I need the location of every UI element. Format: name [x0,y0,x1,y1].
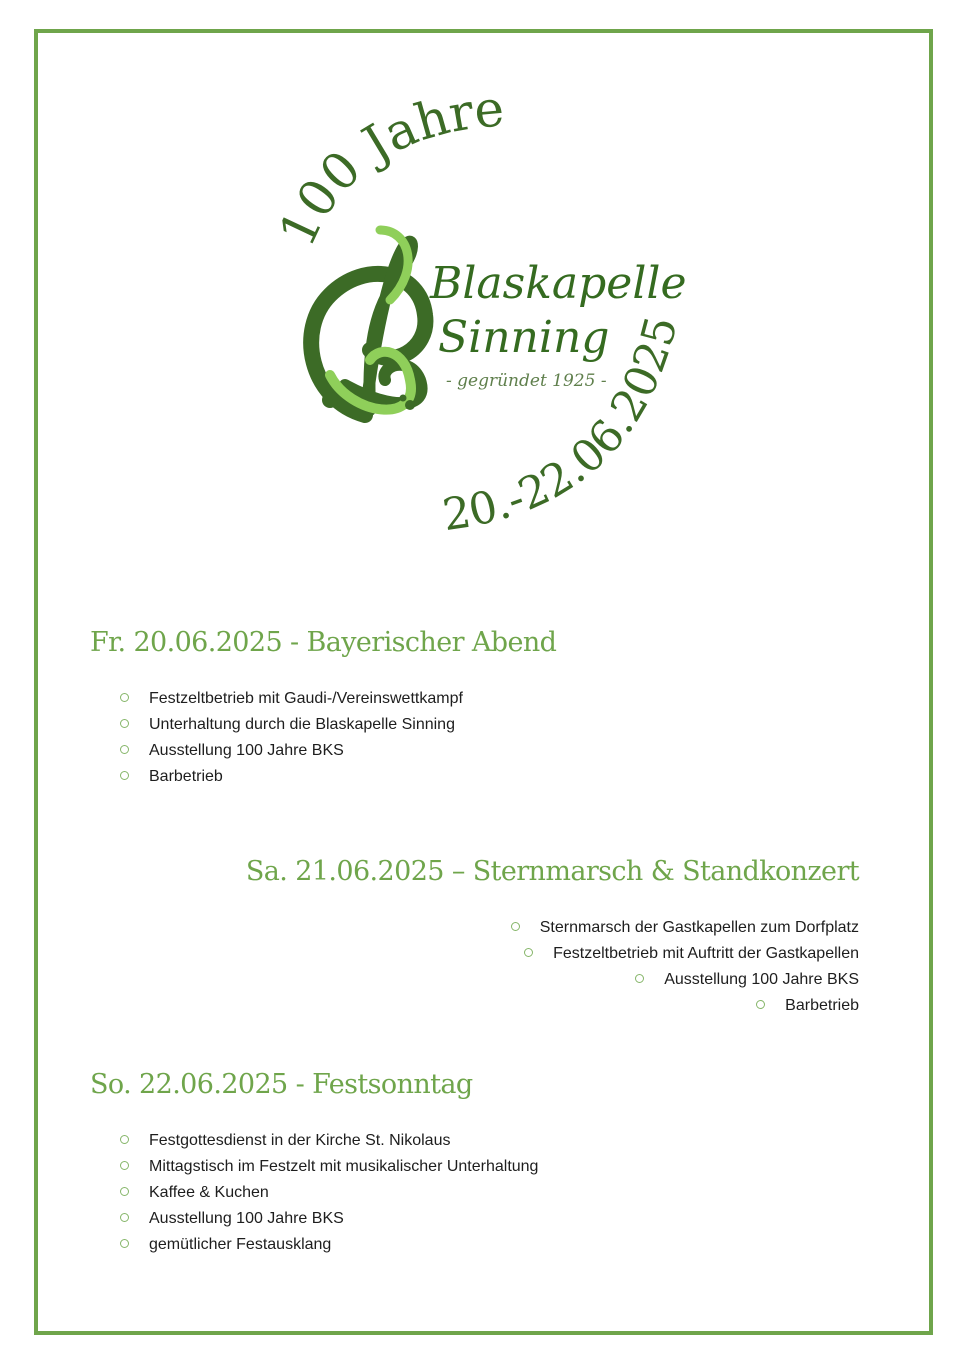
circle-bullet-icon [120,1135,129,1144]
circle-bullet-icon [120,1161,129,1170]
circle-bullet-icon [120,1187,129,1196]
club-name-line2: Sinning [438,312,610,363]
circle-bullet-icon [120,693,129,702]
day-heading-saturday: Sa. 21.06.2025 – Sternmarsch & Standkonzert [245,856,859,887]
sunday-list [120,1128,538,1258]
list-item: Ausstellung 100 Jahre BKS [120,738,463,764]
circle-bullet-icon [756,1000,765,1009]
list-item: Festgottesdienst in der Kirche St. Nikolaus [120,1128,538,1154]
friday-list [120,686,463,790]
circle-bullet-icon [120,1213,129,1222]
circle-bullet-icon [120,1239,129,1248]
list-item: gemütlicher Festausklang [120,1232,538,1258]
list-item: Festzeltbetrieb mit Auftritt der Gastkapellen [511,941,859,967]
saturday-list [511,915,859,1019]
list-item: Festzeltbetrieb mit Gaudi-/Vereinswettkampf [120,686,463,712]
list-item: Mittagstisch im Festzelt mit musikalischer Unterhaltung [120,1154,538,1180]
founded-text: - gegründet 1925 - [446,371,607,391]
list-item: Unterhaltung durch die Blaskapelle Sinning [120,712,463,738]
circle-bullet-icon [635,974,644,983]
circle-bullet-icon [120,771,129,780]
day-heading-sunday: So. 22.06.2025 - Festsonntag [90,1069,473,1100]
list-item: Ausstellung 100 Jahre BKS [511,967,859,993]
circle-bullet-icon [524,948,533,957]
anniversary-text: 100 Jahre [270,80,507,255]
list-item: Sternmarsch der Gastkapellen zum Dorfplatz [511,915,859,941]
list-item: Barbetrieb [120,764,463,790]
club-logo [270,80,710,550]
clef-icon [311,230,425,415]
circle-bullet-icon [120,719,129,728]
day-heading-friday: Fr. 20.06.2025 - Bayerischer Abend [90,627,557,658]
circle-bullet-icon [120,745,129,754]
club-name-line1: Blaskapelle [430,258,687,309]
circle-bullet-icon [511,922,520,931]
festival-dates: 20.-22.06.2025 [439,311,688,542]
list-item: Barbetrieb [511,993,859,1019]
list-item: Kaffee & Kuchen [120,1180,538,1206]
list-item: Ausstellung 100 Jahre BKS [120,1206,538,1232]
